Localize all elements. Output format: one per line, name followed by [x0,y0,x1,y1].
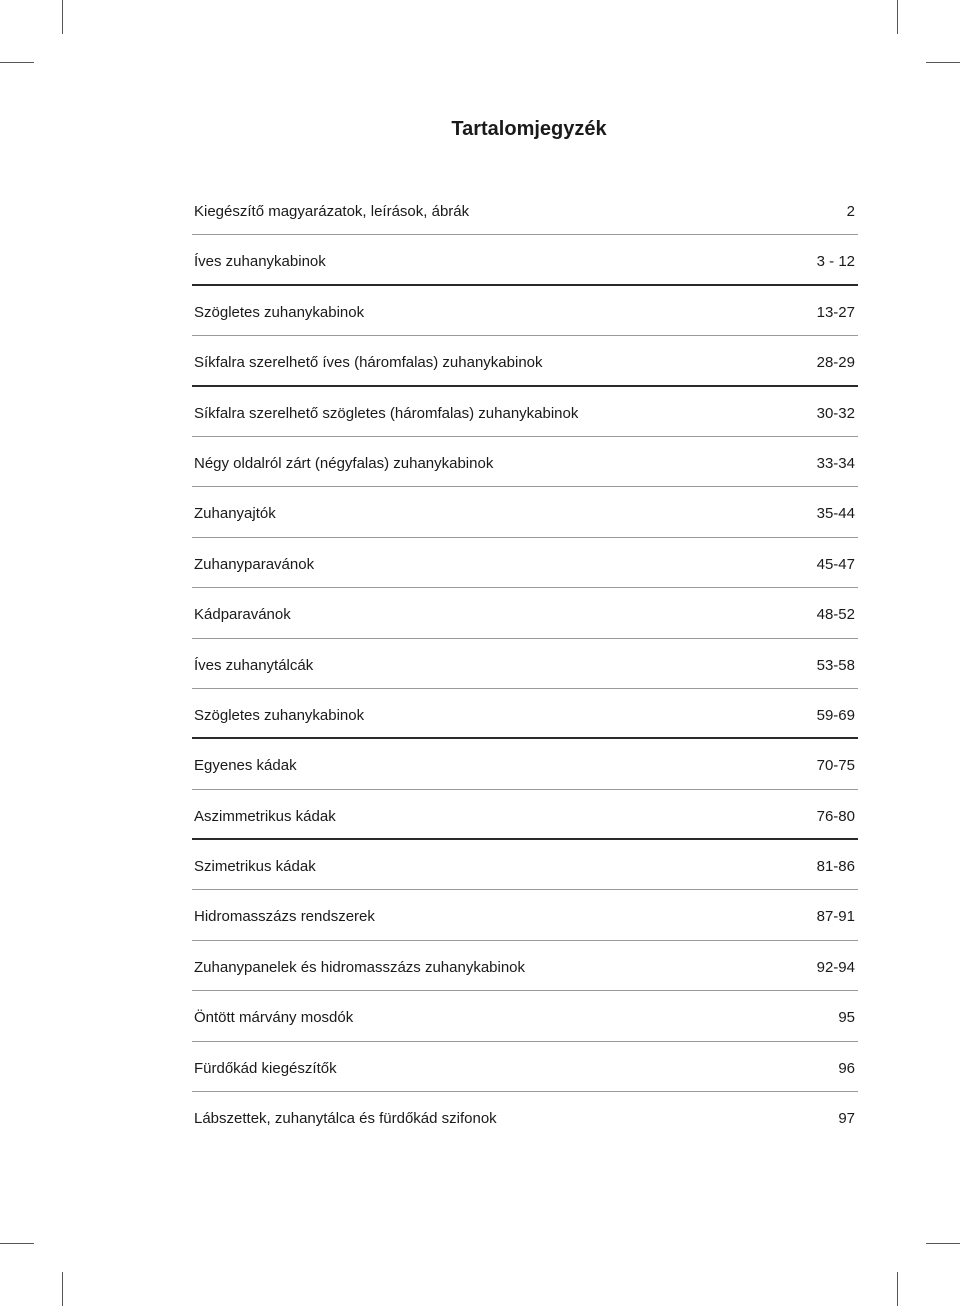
toc-entry-label: Kiegészítő magyarázatok, leírások, ábrák [194,203,470,220]
toc-entry-page: 76-80 [816,807,855,825]
toc-entry-page: 33-34 [816,454,855,472]
toc-entry[interactable] [192,538,858,588]
toc-entry[interactable] [192,588,858,638]
toc-entry-page: 3 - 12 [816,253,855,271]
toc-entry[interactable] [192,437,858,487]
toc-entry-page: 35-44 [816,505,855,523]
crop-mark-bottom-right [897,1272,898,1306]
page-title: Tartalomjegyzék [451,118,607,140]
toc-entry-label: Fürdőkád kiegészítők [194,1059,337,1077]
toc-entry[interactable] [192,286,858,336]
toc-entry-label: Síkfalra szerelhető íves (háromfalas) zuhanykabinok [194,354,543,372]
toc-entry-page: 81-86 [816,858,855,876]
table-of-contents [192,185,858,1142]
toc-entry[interactable] [192,387,858,437]
toc-entry-label: Síkfalra szerelhető szögletes (háromfalas) zuhanykabinok [194,404,579,422]
toc-entry-label: Szimetrikus kádak [194,858,316,876]
toc-entry-page: 45-47 [816,555,855,573]
toc-entry-page: 97 [838,1110,855,1128]
toc-entry[interactable] [192,185,858,235]
toc-entry-label: Négy oldalról zárt (négyfalas) zuhanykabinok [194,454,494,472]
toc-entry[interactable] [192,639,858,689]
toc-entry-page: 92-94 [816,958,855,976]
toc-entry-page: 70-75 [816,757,855,775]
toc-entry-label: Íves zuhanytálcák [194,656,314,674]
toc-entry[interactable] [192,689,858,739]
toc-entry-label: Íves zuhanykabinok [194,253,326,271]
toc-entry-label: Szögletes zuhanykabinok [194,706,365,724]
toc-entry-label: Aszimmetrikus kádak [194,807,336,825]
toc-entry-page: 96 [838,1059,855,1077]
toc-entry[interactable] [192,890,858,940]
toc-entry-label: Zuhanyajtók [194,505,276,523]
crop-mark-top-right [897,0,898,34]
toc-entry[interactable] [192,991,858,1041]
toc-entry-label: Egyenes kádak [194,757,297,775]
crop-mark-bottom-right-h [926,1243,960,1244]
toc-entry-label: Zuhanypanelek és hidromasszázs zuhanykabinok [194,958,526,976]
toc-entry[interactable] [192,840,858,890]
toc-entry-page: 53-58 [816,656,855,674]
toc-entry-page: 48-52 [816,606,855,624]
toc-entry[interactable] [192,941,858,991]
toc-entry-page: 28-29 [816,354,855,372]
crop-mark-top-right-h [926,62,960,63]
toc-entry-label: Szögletes zuhanykabinok [194,303,365,321]
crop-mark-bottom-left-h [0,1243,34,1244]
crop-mark-top-left [62,0,63,34]
toc-entry-page: 2 [846,203,855,220]
toc-entry-page: 95 [838,1009,855,1027]
toc-entry[interactable] [192,487,858,537]
toc-entry-page: 87-91 [816,908,855,926]
toc-entry[interactable] [192,336,858,386]
toc-entry[interactable] [192,1092,858,1142]
toc-entry-label: Öntött márvány mosdók [194,1009,354,1027]
toc-entry-label: Hidromasszázs rendszerek [194,908,375,926]
toc-entry-page: 30-32 [816,404,855,422]
toc-entry[interactable] [192,790,858,840]
toc-entry[interactable] [192,1042,858,1092]
toc-entry[interactable] [192,739,858,789]
toc-entry[interactable] [192,235,858,285]
toc-entry-page: 59-69 [816,706,855,724]
crop-mark-top-left-h [0,62,34,63]
toc-entry-page: 13-27 [816,303,855,321]
toc-entry-label: Kádparavánok [194,606,291,624]
toc-entry-label: Zuhanyparavánok [194,555,315,573]
toc-entry-label: Lábszettek, zuhanytálca és fürdőkád szifonok [194,1110,497,1128]
crop-mark-bottom-left [62,1272,63,1306]
